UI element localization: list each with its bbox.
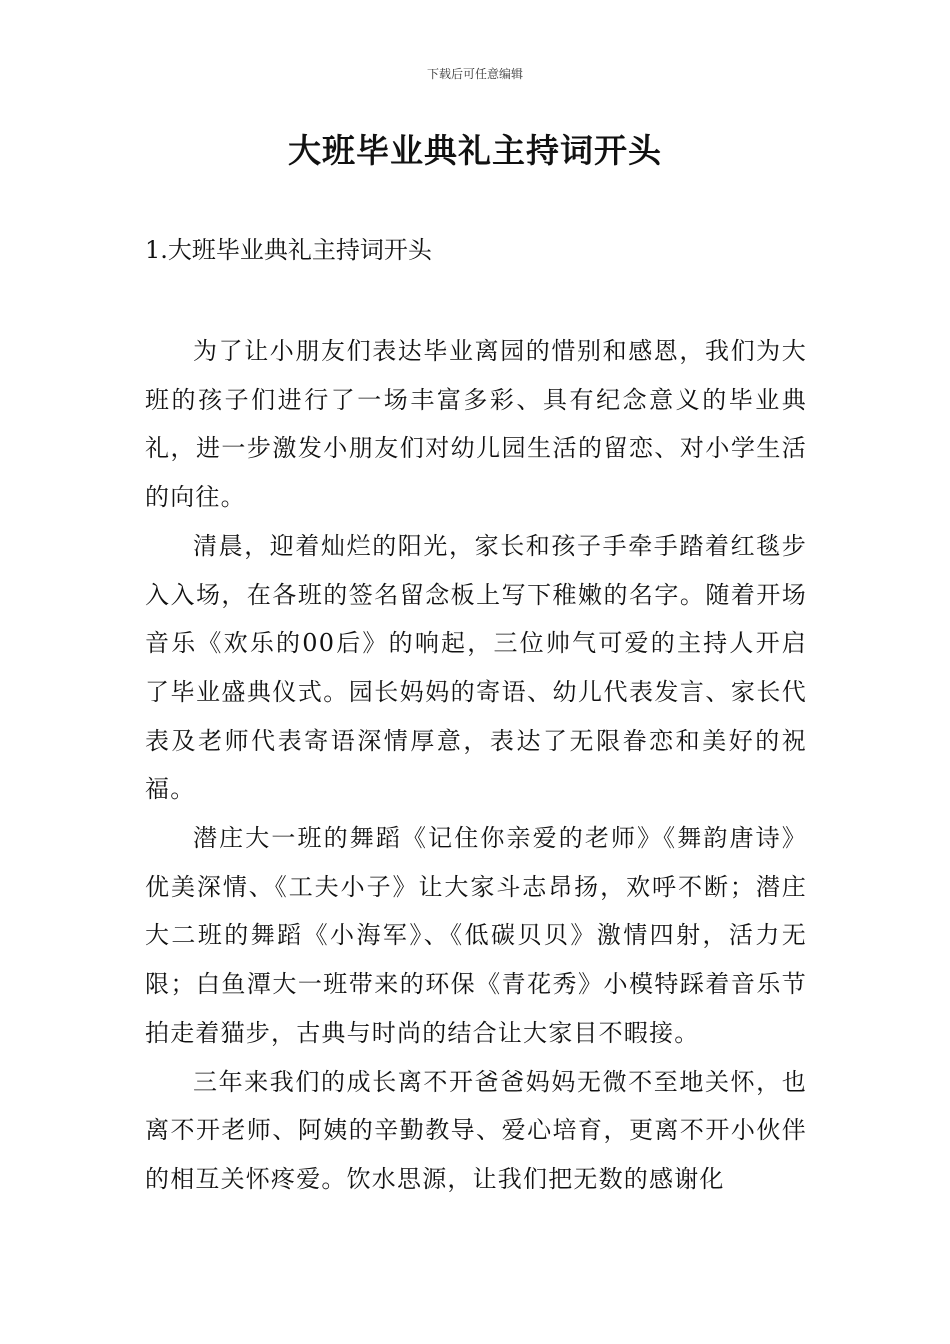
- paragraph-3: 潜庄大一班的舞蹈《记住你亲爱的老师》《舞韵唐诗》优美深情、《工夫小子》让大家斗志昂扬，欢呼不断；潜庄大二班的舞蹈《小海军》、《低碳贝贝》激情四射，活力无限；白鱼潭大一班带来的环保《青花秀》小模特踩着音乐节拍走着猫步，古典与时尚的结合让大家目不暇接。: [145, 824, 807, 1047]
- paragraph-2: 清晨，迎着灿烂的阳光，家长和孩子手牵手踏着红毯步入入场，在各班的签名留念板上写下稚嫩的名字。随着开场音乐《欢乐的00后》的响起，三位帅气可爱的主持人开启了毕业盛典仪式。园长妈妈的寄语、幼儿代表发言、家长代表及老师代表寄语深情厚意，表达了无限眷恋和美好的祝福。: [145, 531, 807, 804]
- section-heading: 1.大班毕业典礼主持词开头: [145, 236, 432, 264]
- header-note: 下载后可任意编辑: [426, 67, 523, 81]
- body-text: [145, 327, 807, 1204]
- document-title: 大班毕业典礼主持词开头: [288, 131, 662, 170]
- paragraph-4: 三年来我们的成长离不开爸爸妈妈无微不至地关怀，也离不开老师、阿姨的辛勤教导、爱心培育，更离不开小伙伴的相互关怀疼爱。饮水思源，让我们把无数的感谢化: [145, 1067, 807, 1193]
- paragraph-1: 为了让小朋友们表达毕业离园的惜别和感恩，我们为大班的孩子们进行了一场丰富多彩、具有纪念意义的毕业典礼，进一步激发小朋友们对幼儿园生活的留恋、对小学生活的向往。: [145, 337, 807, 512]
